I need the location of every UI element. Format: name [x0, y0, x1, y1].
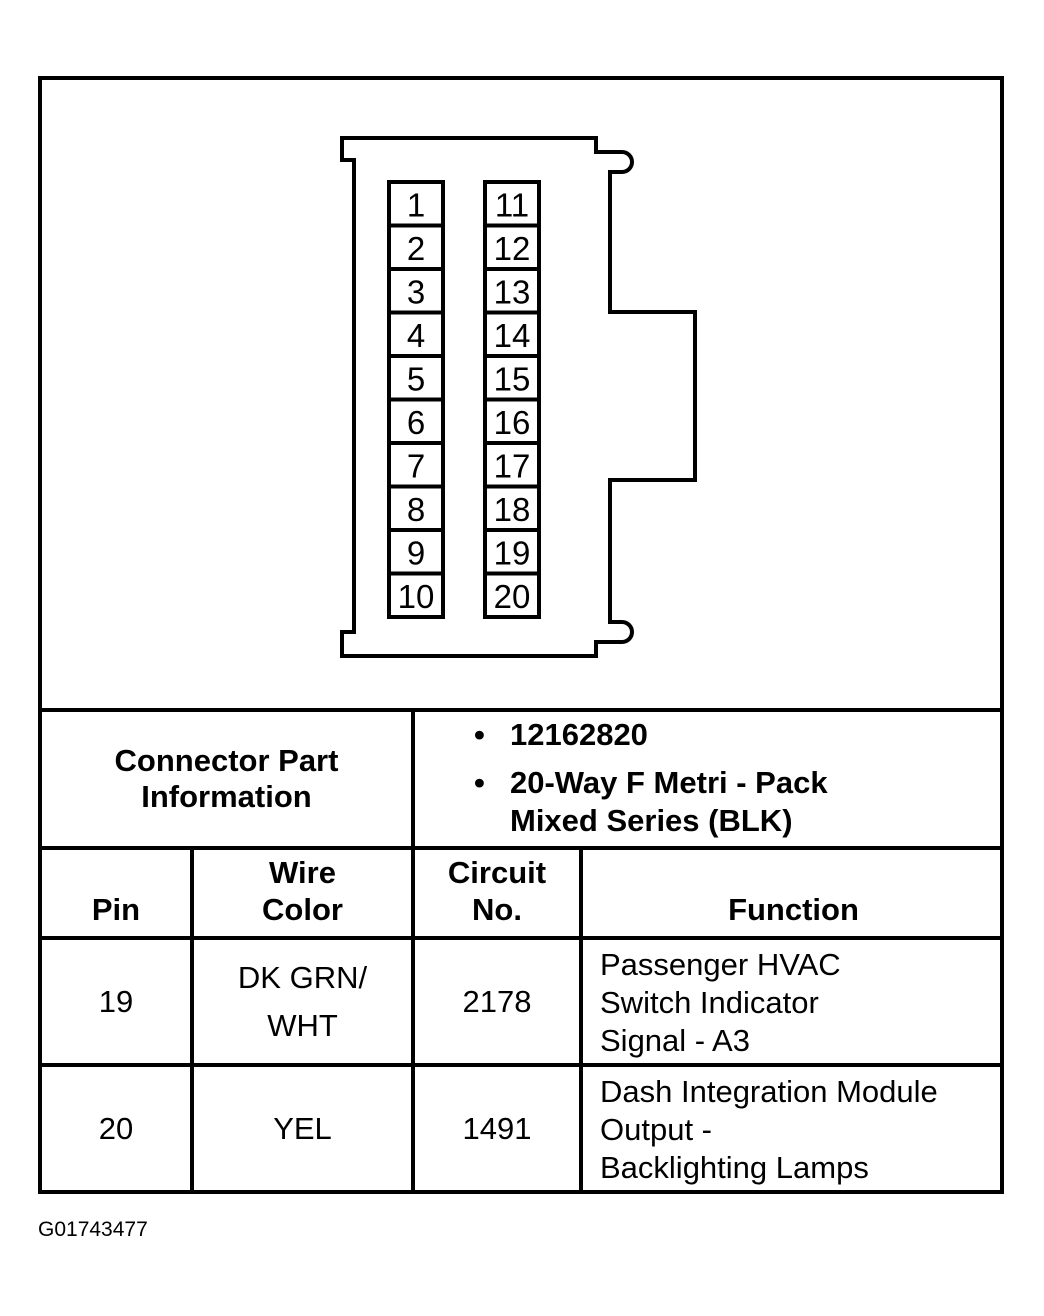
row-function-line1: Dash Integration Module [600, 1073, 938, 1109]
pin-number-5: 5 [406, 360, 426, 398]
pin-number-18: 18 [493, 490, 531, 528]
header-wire-color [194, 850, 411, 936]
pin-number-1: 1 [406, 186, 426, 224]
header-circuit-no [415, 850, 579, 936]
row-circuit-value: 1491 [462, 1110, 532, 1146]
row-function-line3: Backlighting Lamps [600, 1149, 869, 1185]
pin-number-20: 20 [493, 577, 531, 615]
bullet-icon: • [474, 765, 485, 800]
bullet-icon: • [474, 717, 485, 752]
pin-column-right [485, 182, 539, 617]
row-19-circuit [415, 940, 579, 1063]
pin-number-15: 15 [493, 360, 531, 398]
header-pin-label: Pin [91, 892, 141, 927]
row-wire-color-line1: YEL [273, 1110, 332, 1146]
header-function [583, 850, 1004, 936]
row-wire-color-line2: WHT [267, 1007, 338, 1043]
pin-number-12: 12 [493, 229, 531, 267]
row-20-circuit [415, 1067, 579, 1190]
row-19-wire-color [194, 940, 411, 1063]
part-description-line1: 20-Way F Metri - Pack [510, 765, 828, 800]
header-function-label: Function [728, 892, 859, 927]
header-wire-color-line1: Wire [269, 855, 336, 890]
pin-number-10: 10 [397, 577, 435, 615]
pin-number-7: 7 [406, 447, 426, 485]
pin-number-16: 16 [493, 403, 531, 441]
header-wire-color-line2: Color [262, 892, 343, 927]
row-function-line2: Output - [600, 1111, 712, 1147]
pin-number-19: 19 [493, 534, 531, 572]
pin-number-11: 11 [494, 186, 530, 224]
pin-number-9: 9 [406, 534, 426, 572]
figure-id: G01743477 [38, 1218, 148, 1241]
part-info-details [474, 716, 994, 846]
pin-number-13: 13 [493, 273, 531, 311]
header-circuit-line2: No. [472, 892, 522, 927]
row-wire-color-line1: DK GRN/ [237, 959, 368, 995]
part-number: 12162820 [510, 717, 648, 752]
pin-number-14: 14 [493, 316, 531, 354]
part-description [510, 764, 828, 840]
pin-number-2: 2 [406, 229, 426, 267]
row-circuit-value: 2178 [462, 983, 532, 1019]
row-20-wire-color [194, 1067, 411, 1190]
part-info-label-line1: Connector Part [114, 743, 339, 778]
part-number-item [474, 716, 994, 754]
row-20-function [600, 1069, 1000, 1190]
header-pin [42, 850, 190, 936]
row-pin-value: 20 [98, 1110, 134, 1146]
pin-number-6: 6 [406, 403, 426, 441]
row-pin-value: 19 [98, 983, 134, 1019]
part-description-item [474, 764, 994, 840]
pin-column-left [389, 182, 443, 617]
row-function-line1: Passenger HVAC [600, 946, 841, 982]
part-description-line2: Mixed Series (BLK) [510, 803, 793, 838]
row-function-line2: Switch Indicator [600, 984, 819, 1020]
part-info-label-line2: Information [141, 779, 312, 814]
pin-number-17: 17 [493, 447, 531, 485]
pin-number-3: 3 [406, 273, 426, 311]
header-circuit-line1: Circuit [447, 855, 547, 890]
row-function-line3: Signal - A3 [600, 1022, 750, 1058]
row-19-pin [42, 940, 190, 1063]
pin-number-8: 8 [406, 490, 426, 528]
pin-number-4: 4 [406, 316, 426, 354]
row-20-pin [42, 1067, 190, 1190]
part-info-label [42, 712, 411, 846]
row-19-function [600, 942, 1000, 1063]
